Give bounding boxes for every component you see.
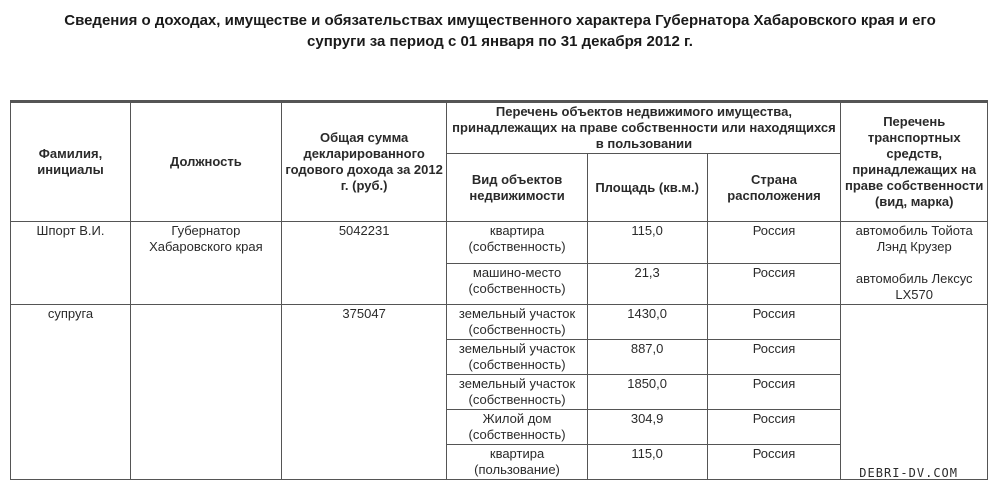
property-country: Россия (707, 445, 841, 480)
title-line-1: Сведения о доходах, имуществе и обязательствах имущественного характера Губернатора Хабаровского края и его (64, 12, 936, 29)
table-row (11, 222, 988, 264)
person-name: Шпорт В.И. (11, 222, 131, 305)
person-income: 375047 (281, 305, 447, 480)
property-country: Россия (707, 410, 841, 445)
property-area: 887,0 (587, 340, 707, 375)
property-kind: земельный участок (собственность) (447, 340, 587, 375)
title-line-2: супруги за период с 01 января по 31 декабря 2012 г. (307, 33, 693, 50)
property-kind: квартира (собственность) (447, 222, 587, 264)
person-position: Губернатор Хабаровского края (131, 222, 282, 305)
person-vehicles (841, 222, 988, 305)
header-position: Должность (131, 102, 282, 222)
header-name: Фамилия, инициалы (11, 102, 131, 222)
document-title (0, 10, 1000, 52)
person-income: 5042231 (281, 222, 447, 305)
property-area: 115,0 (587, 222, 707, 264)
property-kind: машино-место (собственность) (447, 263, 587, 305)
property-area: 1430,0 (587, 305, 707, 340)
header-property-kind: Вид объектов недвижимости (447, 154, 587, 222)
vehicle-entry: автомобиль Лексус LX570 (855, 271, 973, 302)
property-kind: квартира (пользование) (447, 445, 587, 480)
property-kind: Жилой дом (собственность) (447, 410, 587, 445)
property-area: 304,9 (587, 410, 707, 445)
property-country: Россия (707, 222, 841, 264)
property-area: 1850,0 (587, 375, 707, 410)
person-position (131, 305, 282, 480)
property-kind: земельный участок (собственность) (447, 375, 587, 410)
header-income: Общая сумма декларированного годового дохода за 2012 г. (руб.) (281, 102, 447, 222)
property-kind: земельный участок (собственность) (447, 305, 587, 340)
property-area: 115,0 (587, 445, 707, 480)
person-name: супруга (11, 305, 131, 480)
property-country: Россия (707, 263, 841, 305)
vehicle-entry: автомобиль Тойота Лэнд Крузер (855, 223, 973, 254)
header-vehicles: Перечень транспортных средств, принадлежащих на праве собственности (вид, марка) (841, 102, 988, 222)
person-vehicles (841, 305, 988, 480)
site-watermark: DEBRI-DV.COM (859, 466, 958, 480)
header-property-area: Площадь (кв.м.) (587, 154, 707, 222)
header-property-group: Перечень объектов недвижимого имущества, принадлежащих на праве собственности или находящихся в пользовании (447, 102, 841, 154)
declaration-table (10, 100, 988, 480)
property-country: Россия (707, 375, 841, 410)
table-row (11, 305, 988, 340)
header-property-country: Страна расположения (707, 154, 841, 222)
property-country: Россия (707, 305, 841, 340)
property-area: 21,3 (587, 263, 707, 305)
property-country: Россия (707, 340, 841, 375)
